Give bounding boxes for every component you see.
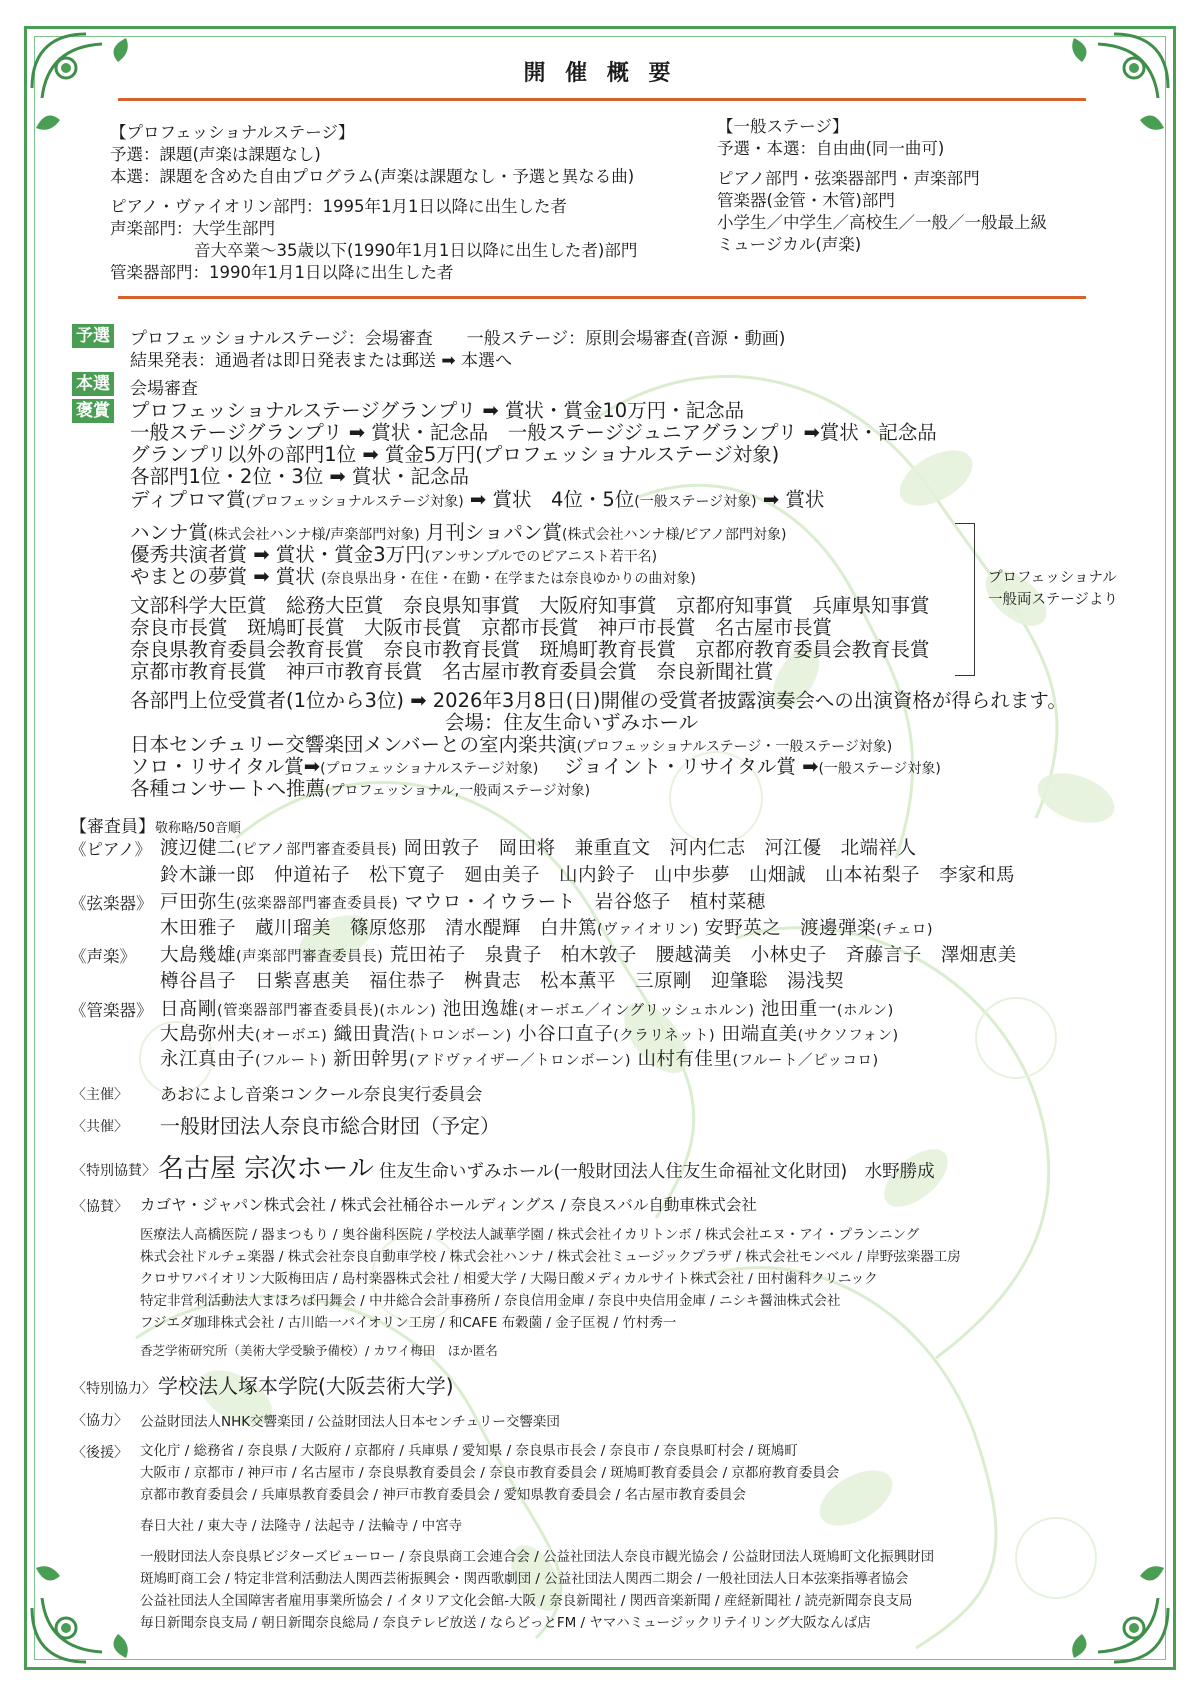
support-line: 京都市教育委員会 / 兵庫県教育委員会 / 神戸市教育委員会 / 愛知県教育委員会 / 名古屋市教育委員会 (140, 1487, 747, 1503)
official-award-line: 奈良市長賞 斑鳩町長賞 大阪市長賞 京都市長賞 神戸市長賞 名古屋市長賞 (130, 616, 833, 639)
organizer: あおによし音楽コンクール奈良実行委員会 (160, 1085, 483, 1105)
diploma-note: (プロフェッショナルステージ対象) (245, 494, 464, 510)
support-line: 文化庁 / 総務省 / 奈良県 / 大阪府 / 京都府 / 兵庫県 / 愛知県 / 奈良県市長会 / 奈良市 / 奈良県町村会 / 斑鳩町 (140, 1443, 798, 1459)
yamato-note: (奈良県出身・在住・在勤・在学または奈良ゆかりの曲対象) (320, 571, 696, 587)
left-line: 音大卒業～35歳以下(1990年1月1日以降に出生した者)部門 (194, 241, 638, 260)
judge-name: 新田幹男 (333, 1049, 410, 1070)
accompanist-note: (アンサンブルでのピアニスト若干名) (424, 549, 658, 565)
professional-stage-heading: 【プロフェッショナルステージ】 (110, 123, 355, 142)
preliminary-line: プロフェッショナルステージ：会場審査 一般ステージ：原則会場審査(音源・動画) (130, 329, 786, 349)
bracket-note-line: プロフェッショナル (988, 570, 1117, 586)
special-sponsor-main: 名古屋 宗次ホール (158, 1154, 374, 1184)
award-line: プロフェッショナルステージグランプリ ➡ 賞状・賞金10万円・記念品 (130, 399, 745, 422)
judge-names: 荒田祐子 泉貴子 柏木敦子 腰越満美 小林史子 斉藤言子 澤畑恵美 (389, 945, 1017, 966)
judge-name: 山村有佳里 (637, 1049, 733, 1070)
judge-role: (チェロ) (876, 922, 934, 938)
judge-row: 鈴木謙一郎 仲道祐子 松下寛子 廻由美子 山内鈴子 山中歩夢 山畑誠 山本祐梨子 李家和馬 (160, 865, 1016, 886)
judge-row (160, 1045, 879, 1071)
divider-top (118, 98, 1086, 101)
support-list-2 (140, 1546, 934, 1634)
judge-row (160, 941, 1017, 967)
diploma-award: ディプロマ賞 (130, 488, 246, 511)
judge-role: (声楽部門審査委員長) (236, 949, 384, 965)
bracket-note (988, 567, 1118, 611)
concert-recommend-line (130, 778, 590, 802)
accompanist-award: 優秀共演者賞 ➡ 賞状・賞金3万円 (130, 543, 425, 566)
judge-row (160, 995, 894, 1021)
left-line: 本選：課題を含めた自由プログラム(声楽は課題なし・予選と異なる曲) (110, 167, 635, 186)
sponsor-line: フジエダ珈琲株式会社 / 古川皓一バイオリン工房 / 和CAFE 布穀薗 / 金子匡視 / 竹村秀一 (140, 1315, 677, 1331)
concert-note: (プロフェッショナル,一般両ステージ対象) (325, 783, 591, 799)
special-cooperation-label: 〈特別協力〉 (72, 1381, 156, 1397)
solo-recital-award: ソロ・リサイタル賞➡ (130, 755, 321, 778)
vocal-label: 《声楽》 (70, 947, 136, 966)
cooperation-label: 〈協力〉 (72, 1413, 128, 1429)
judge-role: (管楽器部門審査委員長)(ホルン) (217, 1003, 437, 1019)
organizer-label: 〈主催〉 (72, 1087, 128, 1103)
judge-name: 渡辺健二 (160, 838, 237, 859)
diploma-end: ➡ 賞状 (762, 488, 825, 511)
judge-role: (弦楽器部門審査委員長) (236, 896, 399, 912)
special-sponsor-rest: 住友生命いずみホール(一般財団法人住友生命福祉文化財団) 水野勝成 (378, 1162, 935, 1182)
piano-label: 《ピアノ》 (70, 840, 152, 859)
preliminary-tag: 予選 (72, 324, 114, 348)
solo-note: (プロフェッショナルステージ対象) (320, 761, 539, 777)
judge-role: (ヴァイオリン) (597, 922, 699, 938)
support-label: 〈後援〉 (72, 1445, 128, 1461)
right-line: 予選・本選：自由曲(同一曲可) (717, 139, 945, 158)
awards-bracket (955, 523, 975, 676)
winds-label: 《管楽器》 (70, 1001, 153, 1020)
judge-role: (クラリネット) (613, 1028, 716, 1044)
sponsor-label: 〈協賛〉 (72, 1199, 128, 1215)
co-organizer: 一般財団法人奈良市総合財団（予定） (160, 1114, 500, 1138)
venue-line: 会場：住友生命いずみホール (445, 711, 699, 734)
sponsor-line: クロサワバイオリン大阪梅田店 / 島村楽器株式会社 / 相愛大学 / 大陽日酸メディカルサイト株式会社 / 田村歯科クリニック (140, 1271, 878, 1287)
support-line: 一般財団法人奈良県ビジターズビューロー / 奈良県商工会連合会 / 公益社団法人奈良市観光協会 / 公益財団法人斑鳩町文化振興財団 (140, 1549, 935, 1565)
judge-role: (アドヴァイザー／トロンボーン) (409, 1053, 632, 1069)
yamato-award-line (130, 566, 696, 590)
cooperation: 公益財団法人NHK交響楽団 / 公益財団法人日本センチュリー交響楽団 (140, 1414, 560, 1430)
right-line: 小学生／中学生／高校生／一般／一般最上級 (717, 213, 1047, 232)
award-line: 一般ステージグランプリ ➡ 賞状・記念品 一般ステージジュニアグランプリ ➡賞状・記念品 (130, 421, 937, 444)
judge-role: (オーボエ) (255, 1028, 328, 1044)
left-line: 管楽器部門：1990年1月1日以降に出生した者 (110, 263, 454, 282)
judge-names: 木田雅子 蔵川瑠美 篠原悠那 清水醍輝 白井篤 (160, 918, 598, 939)
sponsor-line: 特定非営利活動法人まほろば円舞会 / 中井総合会計事務所 / 奈良信用金庫 / 奈良中央信用金庫 / ニシキ醤油株式会社 (140, 1293, 841, 1309)
sponsor-list (140, 1224, 961, 1334)
support-line: 毎日新聞奈良支局 / 朝日新聞奈良総局 / 奈良テレビ放送 / ならどっとFM / ヤマハミュージックリテイリング大阪なんば店 (140, 1615, 871, 1631)
judge-name: 池田逸雄 (442, 999, 519, 1020)
judge-role: (サクソフォン) (797, 1028, 899, 1044)
yamato-award: やまとの夢賞 ➡ 賞状 (130, 565, 315, 588)
bracket-note-line: 一般両ステージより (988, 592, 1118, 608)
official-award-line: 文部科学大臣賞 総務大臣賞 奈良県知事賞 大阪府知事賞 京都府知事賞 兵庫県知事賞 (130, 594, 930, 617)
professional-stage-block (110, 122, 637, 284)
judge-role: (オーボエ／イングリッシュホルン) (518, 1003, 755, 1019)
sponsor-last: 香芝学術研究所（美術大学受験予備校）/ カワイ梅田 ほか匿名 (140, 1343, 498, 1358)
diploma-award-line (130, 489, 824, 513)
awards-tag: 褒賞 (72, 399, 114, 423)
final-line: 会場審査 (130, 379, 198, 399)
judge-row (160, 888, 766, 914)
final-tag: 本選 (72, 372, 114, 396)
joint-note: (一般ステージ対象) (818, 761, 941, 777)
right-line: 管楽器(金管・木管)部門 (717, 191, 895, 210)
support-line: 斑鳩町商工会 / 特定非営利活動法人関西芸術振興会・関西歌劇団 / 公益社団法人関西二期会 / 一般社団法人日本弦楽指導者協会 (140, 1571, 909, 1587)
support-line: 公益社団法人全国障害者雇用事業所協会 / イタリア文化会館-大阪 / 奈良新聞社 / 関西音楽新聞 / 産経新聞社 / 読売新聞奈良支局 (140, 1593, 913, 1609)
diploma-arrow: ➡ 賞状 4位・5位 (469, 488, 635, 511)
special-sponsor-label: 〈特別協賛〉 (72, 1163, 156, 1179)
judge-names: 岡田敦子 岡田将 兼重直文 河内仁志 河江優 北端祥人 (403, 838, 917, 859)
judge-name: 日髙剛 (160, 999, 218, 1020)
hanna-award: ハンナ賞 (130, 521, 209, 544)
divider-bottom (118, 296, 1086, 299)
left-line: 予選：課題(声楽は課題なし) (110, 145, 321, 164)
judge-names: マウロ・イウラート 岩谷悠子 植村菜穂 (404, 892, 766, 913)
page-title: 開 催 概 要 (523, 61, 677, 86)
sponsor-line: 株式会社ドルチェ楽器 / 株式会社奈良自動車学校 / 株式会社ハンナ / 株式会社ミュージックプラザ / 株式会社モンベル / 岸野弦楽器工房 (140, 1249, 961, 1265)
judge-name: 池田重一 (760, 999, 837, 1020)
chopin-award: 月刊ショパン賞 (425, 521, 562, 544)
judge-role: (フルート) (255, 1053, 327, 1069)
judge-row (160, 914, 933, 940)
diploma-note2: (一般ステージ対象) (634, 494, 757, 510)
special-cooperation: 学校法人塚本学院(大阪芸術大学) (158, 1374, 454, 1398)
judge-row: 樽谷昌子 日紫喜惠美 福住恭子 桝貴志 松本薫平 三原剛 迎肇聡 湯浅契 (160, 971, 845, 992)
judge-role: (トロンボーン) (409, 1028, 512, 1044)
preliminary-line: 結果発表：通過者は即日発表または郵送 ➡ 本選へ (130, 351, 513, 371)
right-line: ミュージカル(声楽) (717, 235, 862, 254)
joint-recital-award: ジョイント・リサイタル賞 ➡ (564, 755, 819, 778)
judge-name: 小谷口直子 (518, 1024, 614, 1045)
judge-name: 織田貴浩 (333, 1024, 410, 1045)
strings-label: 《弦楽器》 (70, 894, 153, 913)
sponsor-line: 医療法人高橋医院 / 器まつもり / 奥谷歯科医院 / 学校法人誠華学園 / 株式会社イカリトンボ / 株式会社エヌ・アイ・プランニング (140, 1227, 920, 1243)
chopin-note: (株式会社ハンナ様/ピアノ部門対象) (561, 527, 787, 543)
co-organizer-label: 〈共催〉 (72, 1119, 128, 1135)
judge-name: 永江真由子 (160, 1049, 256, 1070)
century-note: (プロフェッショナルステージ・一般ステージ対象) (576, 739, 893, 755)
hanna-note: (株式会社ハンナ様/声楽部門対象) (208, 527, 420, 543)
official-award-line: 奈良県教育委員会教育長賞 奈良市教育長賞 斑鳩町教育長賞 京都府教育委員会教育長賞 (130, 638, 930, 661)
left-line: ピアノ・ヴァイオリン部門：1995年1月1日以降に出生した者 (110, 197, 568, 216)
judge-role: (フルート／ピッコロ) (732, 1053, 879, 1069)
judge-row (160, 1020, 899, 1046)
judge-names: 安野英之 渡邊弾楽 (705, 918, 877, 939)
judge-name: 大島幾雄 (160, 945, 237, 966)
judges-heading: 【審査員】 (70, 817, 155, 837)
judges-note: 敬称略/50音順 (155, 821, 241, 836)
judge-name: 田端直美 (721, 1024, 798, 1045)
judge-role: (ホルン) (836, 1003, 894, 1019)
left-line: 声楽部門：大学生部門 (110, 219, 275, 238)
support-list (140, 1440, 839, 1506)
century-award: 日本センチュリー交響楽団メンバーとの室内楽共演 (130, 733, 577, 756)
award-line: 各部門1位・2位・3位 ➡ 賞状・記念品 (130, 465, 469, 488)
support-line: 大阪市 / 京都市 / 神戸市 / 名古屋市 / 奈良県教育委員会 / 奈良市教育委員会 / 斑鳩町教育委員会 / 京都府教育委員会 (140, 1465, 840, 1481)
right-line: ピアノ部門・弦楽器部門・声楽部門 (717, 169, 980, 188)
special-sponsor-line (158, 1148, 935, 1185)
judge-name: 戸田弥生 (160, 892, 237, 913)
official-award-line: 京都市教育長賞 神戸市教育長賞 名古屋市教育委員会賞 奈良新聞社賞 (130, 660, 774, 683)
winners-concert-line: 各部門上位受賞者(1位から3位) ➡ 2026年3月8日(日)開催の受賞者披露演奏会への出演資格が得られます。 (130, 689, 1067, 712)
sponsor-main: カゴヤ・ジャパン株式会社 / 株式会社桶谷ホールディングス / 奈良スバル自動車株式会社 (140, 1196, 757, 1214)
concert-recommend: 各種コンサートへ推薦 (130, 777, 326, 800)
support-temples: 春日大社 / 東大寺 / 法隆寺 / 法起寺 / 法輪寺 / 中宮寺 (140, 1518, 463, 1534)
judge-name: 大島弥州夫 (160, 1024, 256, 1045)
award-line: グランプリ以外の部門1位 ➡ 賞金5万円(プロフェッショナルステージ対象) (130, 443, 780, 466)
general-stage-block (717, 116, 1047, 256)
general-stage-heading: 【一般ステージ】 (717, 117, 849, 136)
judge-row (160, 834, 917, 860)
judge-role: (ピアノ部門審査委員長) (236, 842, 398, 858)
